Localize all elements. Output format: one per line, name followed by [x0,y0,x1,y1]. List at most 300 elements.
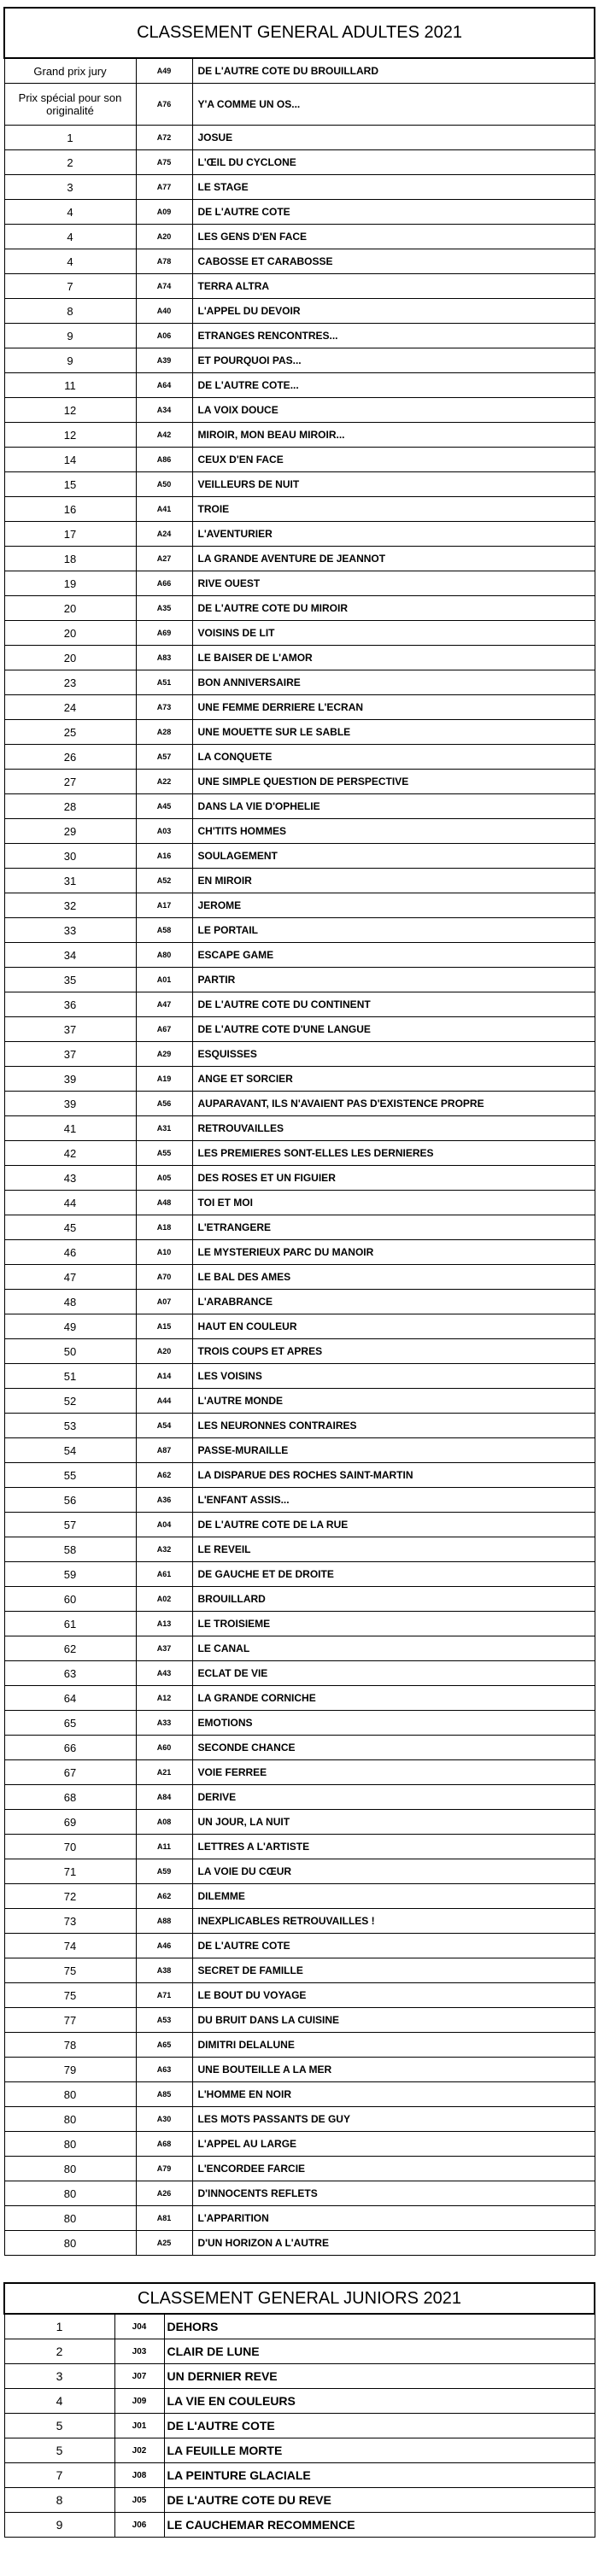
title-cell: L'ENFANT ASSIS... [192,1488,595,1513]
entry-code-cell: J09 [114,2389,164,2414]
entry-code-cell: A47 [136,992,192,1017]
entry-code-cell: A59 [136,1859,192,1884]
table-row [4,968,595,992]
table-row [4,1537,595,1562]
rank-cell: 73 [4,1909,136,1934]
title-cell: ET POURQUOI PAS... [192,348,595,373]
rank-cell: 42 [4,1141,136,1166]
title-cell: LE STAGE [192,175,595,200]
entry-code-cell: A78 [136,249,192,274]
table-row [4,1562,595,1587]
entry-code-cell: J08 [114,2463,164,2488]
table-row [4,1116,595,1141]
table-row [4,398,595,423]
title-cell: DIMITRI DELALUNE [192,2033,595,2058]
title-cell: UNE FEMME DERRIERE L'ECRAN [192,695,595,720]
entry-code-cell: A68 [136,2132,192,2157]
table-row [4,249,595,274]
table-row [4,1067,595,1092]
rank-cell: 64 [4,1686,136,1711]
table-row [4,150,595,175]
title-cell: LA VOIE DU CŒUR [192,1859,595,1884]
entry-code-cell: J06 [114,2513,164,2538]
entry-code-cell: A79 [136,2157,192,2181]
entry-code-cell: A11 [136,1835,192,1859]
table-row [4,1389,595,1414]
title-cell: LES MOTS PASSANTS DE GUY [192,2107,595,2132]
entry-code-cell: A37 [136,1636,192,1661]
table-row [4,770,595,794]
rank-cell: 79 [4,2058,136,2082]
title-cell: UNE SIMPLE QUESTION DE PERSPECTIVE [192,770,595,794]
title-cell: LA VOIX DOUCE [192,398,595,423]
table-row [4,1835,595,1859]
entry-code-cell: J01 [114,2414,164,2438]
table-row [4,720,595,745]
table-row [4,893,595,918]
table-row [4,1191,595,1215]
title-cell: UNE MOUETTE SUR LE SABLE [192,720,595,745]
table-row [4,2314,595,2339]
entry-code-cell: A56 [136,1092,192,1116]
table-row [4,1290,595,1314]
entry-code-cell: A85 [136,2082,192,2107]
title-cell: LE REVEIL [192,1537,595,1562]
entry-code-cell: A18 [136,1215,192,1240]
rank-cell: 29 [4,819,136,844]
title-cell: UN DERNIER REVE [164,2364,595,2389]
entry-code-cell: A76 [136,84,192,126]
title-cell: CLAIR DE LUNE [164,2339,595,2364]
rank-cell: 1 [4,2314,114,2339]
table-row [4,2132,595,2157]
entry-code-cell: A51 [136,670,192,695]
title-cell: EN MIROIR [192,869,595,893]
entry-code-cell: A43 [136,1661,192,1686]
table-row [4,646,595,670]
rank-cell: 53 [4,1414,136,1438]
rank-cell: 5 [4,2414,114,2438]
table-row [4,670,595,695]
entry-code-cell: A72 [136,126,192,150]
rank-cell: 44 [4,1191,136,1215]
entry-code-cell: A01 [136,968,192,992]
rank-cell: 28 [4,794,136,819]
entry-code-cell: A87 [136,1438,192,1463]
entry-code-cell: A06 [136,324,192,348]
rank-cell: 77 [4,2008,136,2033]
table-row [4,2231,595,2256]
table-row [4,1711,595,1736]
rank-cell: 65 [4,1711,136,1736]
rank-cell: 33 [4,918,136,943]
table-row [4,1934,595,1958]
table-row [4,1636,595,1661]
title-cell: UNE BOUTEILLE A LA MER [192,2058,595,2082]
entry-code-cell: A83 [136,646,192,670]
title-cell: DE GAUCHE ET DE DROITE [192,1562,595,1587]
entry-code-cell: A42 [136,423,192,448]
entry-code-cell: A62 [136,1463,192,1488]
rank-cell: 25 [4,720,136,745]
rank-cell: 1 [4,126,136,150]
entry-code-cell: A74 [136,274,192,299]
table-row [4,918,595,943]
table-row [4,448,595,472]
table-row [4,1736,595,1760]
entry-code-cell: A05 [136,1166,192,1191]
table-row [4,225,595,249]
entry-code-cell: A38 [136,1958,192,1983]
entry-code-cell: A39 [136,348,192,373]
entry-code-cell: A75 [136,150,192,175]
title-cell: L'ŒIL DU CYCLONE [192,150,595,175]
title-cell: LE BAISER DE L'AMOR [192,646,595,670]
title-cell: DE L'AUTRE COTE [192,1934,595,1958]
rank-cell: 16 [4,497,136,522]
entry-code-cell: A22 [136,770,192,794]
table-row [4,2364,595,2389]
table-row [4,819,595,844]
title-cell: RETROUVAILLES [192,1116,595,1141]
entry-code-cell: A49 [136,58,192,84]
rank-cell: 9 [4,2513,114,2538]
title-cell: LA CONQUETE [192,745,595,770]
table-row [4,844,595,869]
entry-code-cell: A69 [136,621,192,646]
rank-cell: 80 [4,2206,136,2231]
rank-cell: 11 [4,373,136,398]
rank-cell: 45 [4,1215,136,1240]
entry-code-cell: A09 [136,200,192,225]
rank-cell: 61 [4,1612,136,1636]
table-row [4,1364,595,1389]
rank-cell: 20 [4,621,136,646]
rank-cell: 39 [4,1067,136,1092]
table-row [4,1612,595,1636]
entry-code-cell: A80 [136,943,192,968]
rank-cell: 80 [4,2082,136,2107]
rank-cell: 54 [4,1438,136,1463]
title-cell: DE L'AUTRE COTE... [192,373,595,398]
table-row [4,547,595,571]
table-row [4,522,595,547]
entry-code-cell: A34 [136,398,192,423]
title-cell: VEILLEURS DE NUIT [192,472,595,497]
entry-code-cell: A04 [136,1513,192,1537]
title-cell: DE L'AUTRE COTE D'UNE LANGUE [192,1017,595,1042]
title-cell: LE MYSTERIEUX PARC DU MANOIR [192,1240,595,1265]
title-cell: ANGE ET SORCIER [192,1067,595,1092]
entry-code-cell: A36 [136,1488,192,1513]
rank-cell: 2 [4,2339,114,2364]
rank-cell: 7 [4,2463,114,2488]
title-cell: LA FEUILLE MORTE [164,2438,595,2463]
title-cell: DEHORS [164,2314,595,2339]
rank-cell: 75 [4,1983,136,2008]
table-row [4,794,595,819]
entry-code-cell: A60 [136,1736,192,1760]
title-cell: LE CAUCHEMAR RECOMMENCE [164,2513,595,2538]
entry-code-cell: A17 [136,893,192,918]
table-row [4,1785,595,1810]
title-cell: L'AUTRE MONDE [192,1389,595,1414]
entry-code-cell: A40 [136,299,192,324]
table-row [4,274,595,299]
title-cell: LES GENS D'EN FACE [192,225,595,249]
title-cell: INEXPLICABLES RETROUVAILLES ! [192,1909,595,1934]
title-cell: DU BRUIT DANS LA CUISINE [192,2008,595,2033]
table-row [4,2082,595,2107]
table-row [4,2181,595,2206]
title-cell: CABOSSE ET CARABOSSE [192,249,595,274]
table-row [4,1909,595,1934]
entry-code-cell: A14 [136,1364,192,1389]
rank-cell: 7 [4,274,136,299]
entry-code-cell: J02 [114,2438,164,2463]
title-cell: BON ANNIVERSAIRE [192,670,595,695]
entry-code-cell: A71 [136,1983,192,2008]
entry-code-cell: A53 [136,2008,192,2033]
title-cell: LA GRANDE AVENTURE DE JEANNOT [192,547,595,571]
rank-cell: 71 [4,1859,136,1884]
table-row [4,2438,595,2463]
table-row [4,1017,595,1042]
title-cell: CEUX D'EN FACE [192,448,595,472]
table-row [4,1265,595,1290]
title-cell: MIROIR, MON BEAU MIROIR... [192,423,595,448]
entry-code-cell: A12 [136,1686,192,1711]
title-cell: LE TROISIEME [192,1612,595,1636]
entry-code-cell: A02 [136,1587,192,1612]
title-cell: TROIS COUPS ET APRES [192,1339,595,1364]
rank-cell: 15 [4,472,136,497]
title-cell: ESCAPE GAME [192,943,595,968]
title-cell: LE BOUT DU VOYAGE [192,1983,595,2008]
table-row [4,1438,595,1463]
table-row [4,2463,595,2488]
title-cell: LES PREMIERES SONT-ELLES LES DERNIERES [192,1141,595,1166]
entry-code-cell: A32 [136,1537,192,1562]
table-row [4,58,595,84]
table-row [4,2033,595,2058]
title-cell: DE L'AUTRE COTE DU CONTINENT [192,992,595,1017]
table-row [4,200,595,225]
rank-cell: 46 [4,1240,136,1265]
title-cell: LETTRES A L'ARTISTE [192,1835,595,1859]
title-cell: CH'TITS HOMMES [192,819,595,844]
table-row [4,1983,595,2008]
table-row [4,869,595,893]
rank-cell: 57 [4,1513,136,1537]
title-cell: DANS LA VIE D'OPHELIE [192,794,595,819]
table-row [4,472,595,497]
rank-cell: 3 [4,175,136,200]
rank-cell: 69 [4,1810,136,1835]
title-cell: L'ENCORDEE FARCIE [192,2157,595,2181]
title-cell: L'ETRANGERE [192,1215,595,1240]
table-row [4,2206,595,2231]
table-row [4,1661,595,1686]
entry-code-cell: A31 [136,1116,192,1141]
table-row [4,2058,595,2082]
entry-code-cell: A16 [136,844,192,869]
title-cell: SECONDE CHANCE [192,1736,595,1760]
table-row [4,1215,595,1240]
entry-code-cell: A26 [136,2181,192,2206]
rank-cell: 35 [4,968,136,992]
entry-code-cell: A27 [136,547,192,571]
title-cell: JEROME [192,893,595,918]
table-row [4,1314,595,1339]
title-cell: SECRET DE FAMILLE [192,1958,595,1983]
rank-cell: 20 [4,596,136,621]
table-row [4,2107,595,2132]
entry-code-cell: A52 [136,869,192,893]
title-cell: DE L'AUTRE COTE DU REVE [164,2488,595,2513]
entry-code-cell: A29 [136,1042,192,1067]
title-cell: LA DISPARUE DES ROCHES SAINT-MARTIN [192,1463,595,1488]
rank-cell: 4 [4,200,136,225]
rank-cell: 80 [4,2107,136,2132]
entry-code-cell: A20 [136,225,192,249]
rank-cell: 48 [4,1290,136,1314]
entry-code-cell: J03 [114,2339,164,2364]
entry-code-cell: A25 [136,2231,192,2256]
title-cell: L'APPARITION [192,2206,595,2231]
adults-ranking-table [3,7,595,2256]
table-row [4,2389,595,2414]
entry-code-cell: A41 [136,497,192,522]
entry-code-cell: A65 [136,2033,192,2058]
table-row [4,1513,595,1537]
table-row [4,695,595,720]
rank-cell: Prix spécial pour son originalité [4,84,136,126]
title-cell: LE BAL DES AMES [192,1265,595,1290]
title-cell: VOIE FERREE [192,1760,595,1785]
table-row [4,373,595,398]
rank-cell: 4 [4,2389,114,2414]
juniors-table-title: CLASSEMENT GENERAL JUNIORS 2021 [4,2283,595,2314]
entry-code-cell: A30 [136,2107,192,2132]
table-row [4,1760,595,1785]
title-cell: DE L'AUTRE COTE DE LA RUE [192,1513,595,1537]
title-cell: TOI ET MOI [192,1191,595,1215]
rank-cell: 9 [4,348,136,373]
title-cell: AUPARAVANT, ILS N'AVAIENT PAS D'EXISTENCE PROPRE [192,1092,595,1116]
title-cell: DE L'AUTRE COTE DU MIROIR [192,596,595,621]
title-cell: DILEMME [192,1884,595,1909]
title-cell: ETRANGES RENCONTRES... [192,324,595,348]
entry-code-cell: A03 [136,819,192,844]
rank-cell: 24 [4,695,136,720]
entry-code-cell: A61 [136,1562,192,1587]
rank-cell: 12 [4,398,136,423]
table-row [4,2414,595,2438]
rank-cell: 67 [4,1760,136,1785]
entry-code-cell: A19 [136,1067,192,1092]
rank-cell: 49 [4,1314,136,1339]
entry-code-cell: A08 [136,1810,192,1835]
title-cell: DES ROSES ET UN FIGUIER [192,1166,595,1191]
table-row [4,1463,595,1488]
rank-cell: 41 [4,1116,136,1141]
rank-cell: 58 [4,1537,136,1562]
rank-cell: 66 [4,1736,136,1760]
table-row [4,175,595,200]
entry-code-cell: A88 [136,1909,192,1934]
table-row [4,2008,595,2033]
table-row [4,1339,595,1364]
rank-cell: 8 [4,299,136,324]
title-cell: D'UN HORIZON A L'AUTRE [192,2231,595,2256]
rank-cell: 60 [4,1587,136,1612]
rank-cell: 52 [4,1389,136,1414]
rank-cell: 80 [4,2157,136,2181]
rank-cell: 74 [4,1934,136,1958]
table-row [4,2488,595,2513]
table-row [4,1859,595,1884]
rank-cell: 47 [4,1265,136,1290]
rank-cell: 8 [4,2488,114,2513]
rank-cell: 26 [4,745,136,770]
rank-cell: 39 [4,1092,136,1116]
title-cell: LES NEURONNES CONTRAIRES [192,1414,595,1438]
rank-cell: 80 [4,2231,136,2256]
rank-cell: 37 [4,1017,136,1042]
title-cell: LE CANAL [192,1636,595,1661]
entry-code-cell: A54 [136,1414,192,1438]
entry-code-cell: A24 [136,522,192,547]
rank-cell: 80 [4,2132,136,2157]
rank-cell: 31 [4,869,136,893]
title-cell: L'APPEL DU DEVOIR [192,299,595,324]
entry-code-cell: A33 [136,1711,192,1736]
entry-code-cell: A84 [136,1785,192,1810]
rank-cell: 72 [4,1884,136,1909]
rank-cell: 4 [4,249,136,274]
title-cell: LA GRANDE CORNICHE [192,1686,595,1711]
rank-cell: 68 [4,1785,136,1810]
adults-table-title: CLASSEMENT GENERAL ADULTES 2021 [4,8,595,58]
rank-cell: 51 [4,1364,136,1389]
rank-cell: 55 [4,1463,136,1488]
table-row [4,126,595,150]
title-cell: VOISINS DE LIT [192,621,595,646]
table-row [4,1958,595,1983]
title-cell: L'APPEL AU LARGE [192,2132,595,2157]
table-row [4,2339,595,2364]
table-row [4,1141,595,1166]
title-cell: HAUT EN COULEUR [192,1314,595,1339]
entry-code-cell: A63 [136,2058,192,2082]
title-cell: PARTIR [192,968,595,992]
entry-code-cell: A21 [136,1760,192,1785]
table-row [4,596,595,621]
title-cell: L'HOMME EN NOIR [192,2082,595,2107]
table-row [4,497,595,522]
entry-code-cell: A58 [136,918,192,943]
table-row [4,84,595,126]
rank-cell: 37 [4,1042,136,1067]
rank-cell: 78 [4,2033,136,2058]
table-row [4,1240,595,1265]
table-row [4,1092,595,1116]
rank-cell: 70 [4,1835,136,1859]
rank-cell: 12 [4,423,136,448]
table-row [4,571,595,596]
entry-code-cell: A86 [136,448,192,472]
